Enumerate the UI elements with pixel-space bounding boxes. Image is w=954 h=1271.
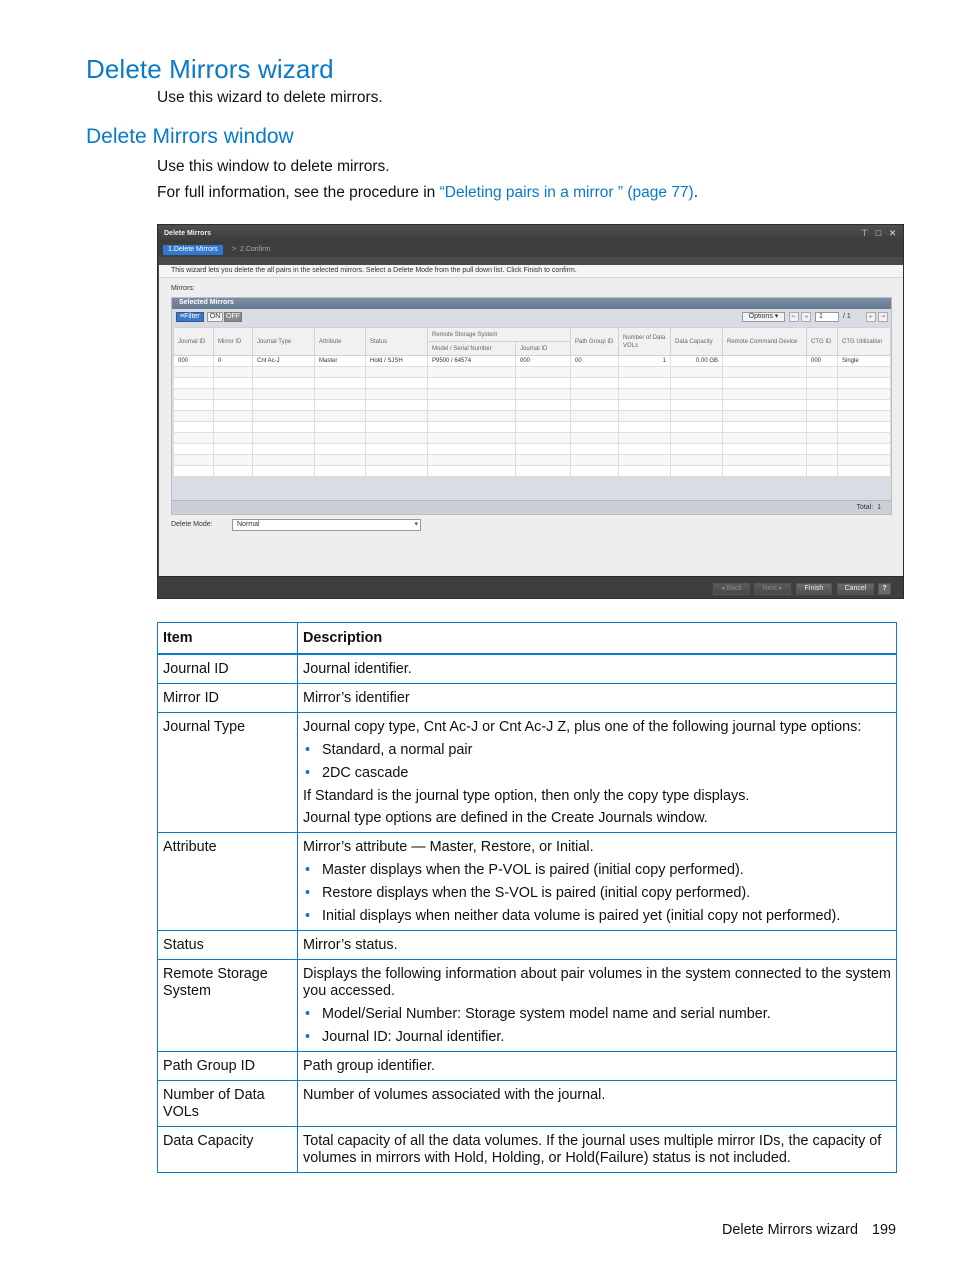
empty-row [174, 378, 891, 389]
description-text: If Standard is the journal type option, then only the copy type displays. [303, 788, 750, 804]
maximize-icon[interactable]: □ [875, 228, 882, 238]
delete-mode-select[interactable] [232, 519, 421, 531]
cell-model-serial: P9500 / 64574 [428, 356, 516, 367]
empty-row [174, 455, 891, 466]
empty-row [174, 466, 891, 477]
col-ctg-id[interactable]: CTG ID [807, 328, 838, 356]
prev-page-icon[interactable]: ◂ [801, 312, 811, 322]
description-cell: Mirror’s status. [298, 931, 897, 960]
table-row [158, 713, 897, 833]
cell-remote-cmd-device [723, 356, 807, 367]
options-dropdown[interactable]: Options ▾ [742, 312, 785, 322]
description-cell [298, 833, 897, 931]
filter-off-toggle[interactable]: OFF [226, 313, 240, 320]
section-title: Delete Mirrors window [86, 125, 294, 148]
description-text: Mirror’s attribute — Master, Restore, or Initial. [303, 839, 594, 855]
col-journal-type[interactable]: Journal Type [253, 328, 315, 356]
bullet-list [303, 862, 891, 925]
filter-button[interactable]: ≡Filter [176, 312, 204, 322]
table-row [158, 833, 897, 931]
table-row[interactable] [174, 356, 891, 367]
cell-mirror-id: 0 [214, 356, 253, 367]
window-intro: Use this window to delete mirrors. [157, 158, 390, 175]
selected-mirrors-grid [173, 327, 891, 477]
dialog-footer [158, 576, 903, 598]
full-info-prefix: For full information, see the procedure in [157, 184, 440, 201]
delete-mode-value: Normal [237, 521, 260, 528]
filter-on-toggle[interactable]: ON [207, 312, 223, 322]
step-delete-mirrors: 1.Delete Mirrors [163, 245, 223, 255]
col-data-capacity[interactable]: Data Capacity [671, 328, 723, 356]
item-cell: Path Group ID [158, 1052, 298, 1081]
description-text: Journal type options are defined in the Create Journals window. [303, 810, 708, 826]
item-cell: Data Capacity [158, 1127, 298, 1173]
description-cell [298, 960, 897, 1052]
list-item: • Journal ID: Journal identifier. [303, 1029, 891, 1046]
table-row [158, 684, 897, 713]
col-num-data-vols[interactable]: Number of Data VOLs [619, 328, 671, 356]
wizard-instructions: This wizard lets you delete the all pairs in the selected mirrors. Select a Delete Mode from the pull down list. Click Finish to confirm. [159, 265, 904, 278]
full-info-line [157, 184, 698, 202]
cell-status: Hold / SJSH [366, 356, 428, 367]
cancel-button[interactable]: Cancel [837, 583, 874, 595]
item-cell: Mirror ID [158, 684, 298, 713]
col-remote-cmd-device[interactable]: Remote Command Device [723, 328, 807, 356]
cell-remote-journal-id: 000 [516, 356, 571, 367]
delete-mirrors-dialog [157, 224, 904, 599]
item-cell: Status [158, 931, 298, 960]
col-attribute[interactable]: Attribute [315, 328, 366, 356]
col-remote-storage: Remote Storage System [428, 328, 571, 342]
total-value: 1 [877, 504, 881, 511]
list-item: • Master displays when the P-VOL is paired (initial copy performed). [303, 862, 891, 879]
table-toolbar [172, 309, 891, 325]
delete-mode-label: Delete Mode: [171, 521, 213, 528]
chevron-down-icon: ▾ [414, 521, 418, 528]
empty-row [174, 411, 891, 422]
page-number: 199 [871, 1222, 896, 1238]
wizard-intro: Use this wizard to delete mirrors. [157, 89, 383, 106]
list-item: • Initial displays when neither data volume is paired yet (initial copy not performed). [303, 908, 891, 925]
page-number-input[interactable]: 1 [815, 312, 839, 322]
col-ctg-utilization[interactable]: CTG Utilization [838, 328, 891, 356]
next-page-icon[interactable]: ▸ [866, 312, 876, 322]
selected-mirrors-title: Selected Mirrors [172, 298, 891, 309]
page-footer [722, 1222, 896, 1238]
table-row [158, 1052, 897, 1081]
col-journal-id[interactable]: Journal ID [174, 328, 214, 356]
description-cell: Mirror’s identifier [298, 684, 897, 713]
footer-section: Delete Mirrors wizard [722, 1222, 858, 1238]
bullet-list [303, 1006, 891, 1046]
empty-row [174, 433, 891, 444]
item-cell: Journal Type [158, 713, 298, 833]
description-cell: Number of volumes associated with the journal. [298, 1081, 897, 1127]
cell-ctg-id: 000 [807, 356, 838, 367]
description-cell: Path group identifier. [298, 1052, 897, 1081]
first-page-icon[interactable]: ⇤ [789, 312, 799, 322]
full-info-suffix: . [693, 184, 699, 201]
empty-row [174, 422, 891, 433]
cell-journal-id: 000 [174, 356, 214, 367]
description-cell: Journal identifier. [298, 654, 897, 684]
col-mirror-id[interactable]: Mirror ID [214, 328, 253, 356]
cell-journal-type: Cnt Ac-J [253, 356, 315, 367]
step-separator: > [232, 246, 237, 253]
empty-row [174, 400, 891, 411]
next-button[interactable]: Next ▸ [754, 583, 791, 595]
window-controls [859, 228, 898, 239]
total-label: Total: [856, 504, 874, 511]
empty-row [174, 444, 891, 455]
table-row [158, 654, 897, 684]
empty-row [174, 367, 891, 378]
pin-icon[interactable]: ⊤ [860, 228, 869, 238]
table-row [158, 1081, 897, 1127]
description-text: Displays the following information about pair volumes in the system connected to the system you accessed. [303, 966, 891, 999]
cell-data-capacity: 0.00 GB [671, 356, 723, 367]
cell-num-data-vols: 1 [619, 356, 671, 367]
cell-path-group-id: 00 [571, 356, 619, 367]
description-cell [298, 713, 897, 833]
deleting-pairs-link[interactable]: “Deleting pairs in a mirror ” (page 77) [439, 184, 694, 201]
list-item: • Model/Serial Number: Storage system model name and serial number. [303, 1006, 891, 1023]
finish-button[interactable]: Finish [796, 583, 832, 595]
item-description-table [157, 622, 897, 1173]
list-item: • 2DC cascade [303, 765, 891, 782]
step-confirm [232, 246, 270, 253]
cell-attribute: Master [315, 356, 366, 367]
table-row [158, 1127, 897, 1173]
cell-ctg-utilization: Single [838, 356, 891, 367]
description-cell: Total capacity of all the data volumes. If the journal uses multiple mirror IDs, the capacity of volumes in mirrors with Hold, Holding, or Hold(Failure) status is not included. [298, 1127, 897, 1173]
mirrors-label: Mirrors: [171, 285, 195, 292]
description-text: Journal copy type, Cnt Ac-J or Cnt Ac-J Z, plus one of the following journal type options: [303, 719, 862, 735]
dialog-title: Delete Mirrors [158, 225, 903, 243]
header-item: Item [158, 623, 298, 655]
bullet-list [303, 742, 891, 782]
header-description: Description [298, 623, 897, 655]
list-item: • Standard, a normal pair [303, 742, 891, 759]
back-button[interactable]: ◂ Back [713, 583, 750, 595]
item-cell: Number of Data VOLs [158, 1081, 298, 1127]
wizard-steps [158, 243, 903, 257]
selected-mirrors-panel [171, 297, 892, 515]
close-icon[interactable]: ✕ [888, 228, 897, 238]
list-item: • Restore displays when the S-VOL is paired (initial copy performed). [303, 885, 891, 902]
table-row [158, 960, 897, 1052]
item-cell: Remote Storage System [158, 960, 298, 1052]
table-row [158, 931, 897, 960]
col-remote-journal-id[interactable]: Journal ID [516, 342, 571, 356]
help-button[interactable]: ? [878, 583, 891, 595]
page-total: / 1 [843, 313, 851, 320]
last-page-icon[interactable]: ⇥ [878, 312, 888, 322]
col-model-serial[interactable]: Model / Serial Number [428, 342, 516, 356]
step-confirm-label: 2.Confirm [239, 246, 271, 253]
item-cell: Journal ID [158, 654, 298, 684]
col-status[interactable]: Status [366, 328, 428, 356]
col-path-group-id[interactable]: Path Group ID [571, 328, 619, 356]
dialog-body [159, 265, 904, 577]
page-title: Delete Mirrors wizard [86, 54, 334, 84]
total-bar [172, 500, 891, 514]
empty-row [174, 389, 891, 400]
item-cell: Attribute [158, 833, 298, 931]
